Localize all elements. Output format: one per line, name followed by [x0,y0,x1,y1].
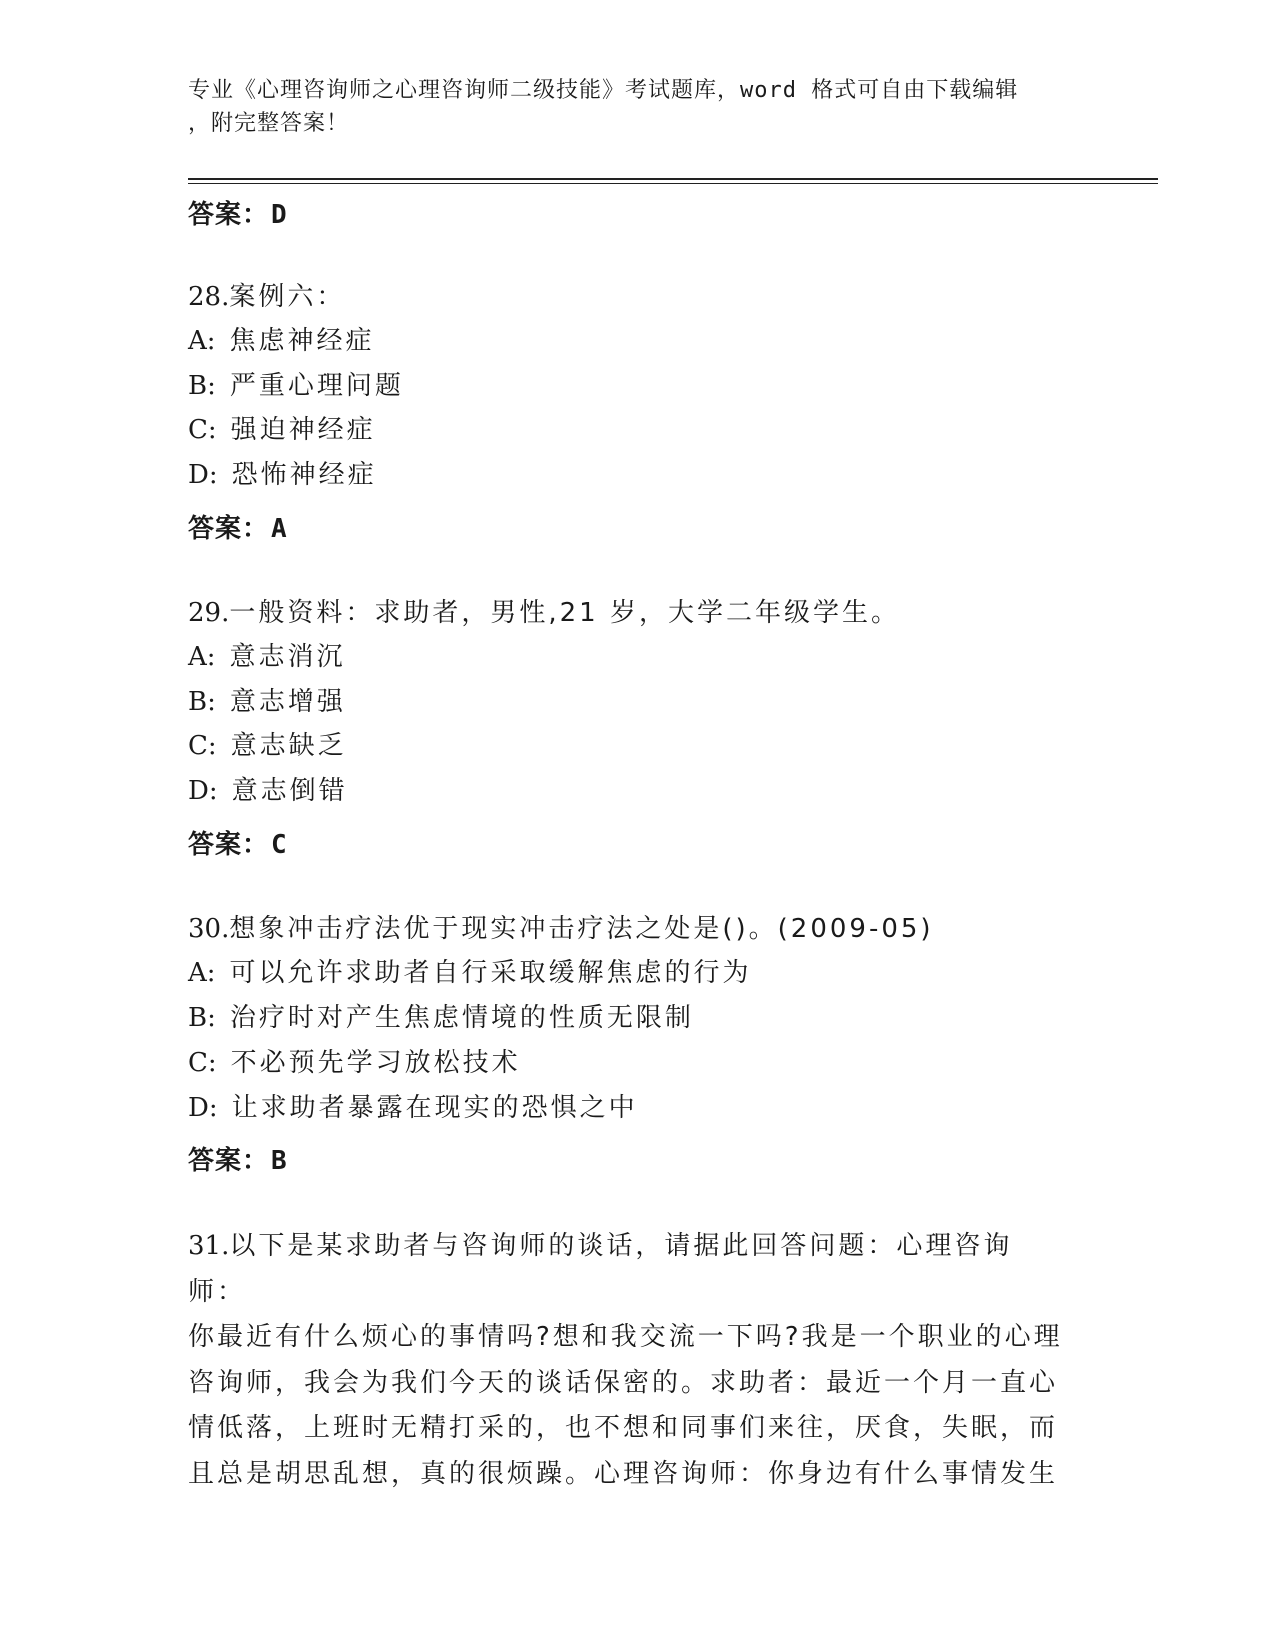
option-key: C: [188,1048,217,1078]
question-31-line-2: 你最近有什么烦心的事情吗?想和我交流一下吗?我是一个职业的心理 [188,1322,1063,1352]
option-key: D: [188,460,218,490]
question-31-stem [188,1224,1068,1497]
option-text: 严重心理问题 [229,371,404,401]
answer-label: 答案： [188,200,270,230]
page-header [188,74,1088,140]
answer-value: A [271,514,288,544]
question-28-option-b [188,365,404,402]
question-29-stem [188,592,900,629]
option-text: 不必预先学习放松技术 [230,1048,521,1078]
answer-value: D [271,200,288,230]
question-29-option-c [188,725,347,762]
option-text: 意志缺乏 [230,731,347,761]
option-text: 意志增强 [229,687,346,717]
option-text: 治疗时对产生焦虑情境的性质无限制 [229,1003,694,1033]
question-28-option-c [188,409,376,446]
answer-label: 答案： [188,1146,270,1176]
question-31-line-4: 情低落，上班时无精打采的，也不想和同事们来往，厌食，失眠，而 [188,1413,1059,1443]
question-28-stem [188,276,345,313]
question-text: 案例六： [229,282,346,312]
option-key: C: [188,415,217,445]
option-key: A: [188,326,216,356]
option-key: B: [188,1003,216,1033]
option-key: D: [188,1093,218,1123]
question-text: 以下是某求助者与咨询师的谈话，请据此回答问题：心理咨询师： [188,1231,1013,1307]
question-number: 30. [188,914,230,944]
header-title-line-2: ，附完整答案！ [188,111,350,136]
option-key: D: [188,776,218,806]
answer-label: 答案： [188,830,270,860]
question-number: 29. [188,598,230,628]
header-divider-thin [188,183,1158,184]
option-text: 强迫神经症 [230,415,376,445]
question-text: 想象冲击疗法优于现实冲击疗法之处是()。(2009-05) [229,914,934,944]
question-30-option-b [188,997,694,1034]
question-31-line-5: 且总是胡思乱想，真的很烦躁。心理咨询师：你身边有什么事情发生 [188,1458,1059,1489]
question-30-option-d [188,1087,638,1124]
question-29-answer [188,824,288,861]
question-30-option-a [188,952,752,989]
answer-label: 答案： [188,514,270,544]
option-key: B: [188,687,216,717]
question-30-option-c [188,1042,521,1079]
question-31-line-1 [188,1224,1068,1315]
option-text: 恐怖神经症 [231,460,377,490]
question-28-answer [188,508,288,545]
option-text: 意志倒错 [231,776,348,806]
question-number: 28. [188,282,230,312]
option-key: B: [188,371,216,401]
question-30-answer [188,1140,288,1177]
question-28-option-d [188,454,377,491]
option-text: 让求助者暴露在现实的恐惧之中 [231,1093,638,1123]
question-text: 一般资料：求助者，男性,21 岁，大学二年级学生。 [229,598,900,628]
question-number: 31. [188,1231,230,1261]
option-key: A: [188,958,216,988]
question-29-option-a [188,636,346,673]
answer-value: B [271,1146,288,1176]
question-29-option-b [188,681,346,718]
question-28-option-a [188,320,375,357]
question-29-option-d [188,770,348,807]
option-text: 可以允许求助者自行采取缓解焦虑的行为 [229,958,752,988]
question-31-line-3: 咨询师，我会为我们今天的谈话保密的。求助者：最近一个月一直心 [188,1367,1059,1398]
answer-value: C [271,830,288,860]
question-30-stem [188,908,934,945]
option-text: 焦虑神经症 [229,326,375,356]
option-key: A: [188,642,216,672]
prev-answer [188,194,288,231]
option-key: C: [188,731,217,761]
header-divider-thick [188,178,1158,180]
option-text: 意志消沉 [229,642,346,672]
header-title-line-1: 专业《心理咨询师之心理咨询师二级技能》考试题库，word 格式可自由下载编辑 [188,78,1019,103]
